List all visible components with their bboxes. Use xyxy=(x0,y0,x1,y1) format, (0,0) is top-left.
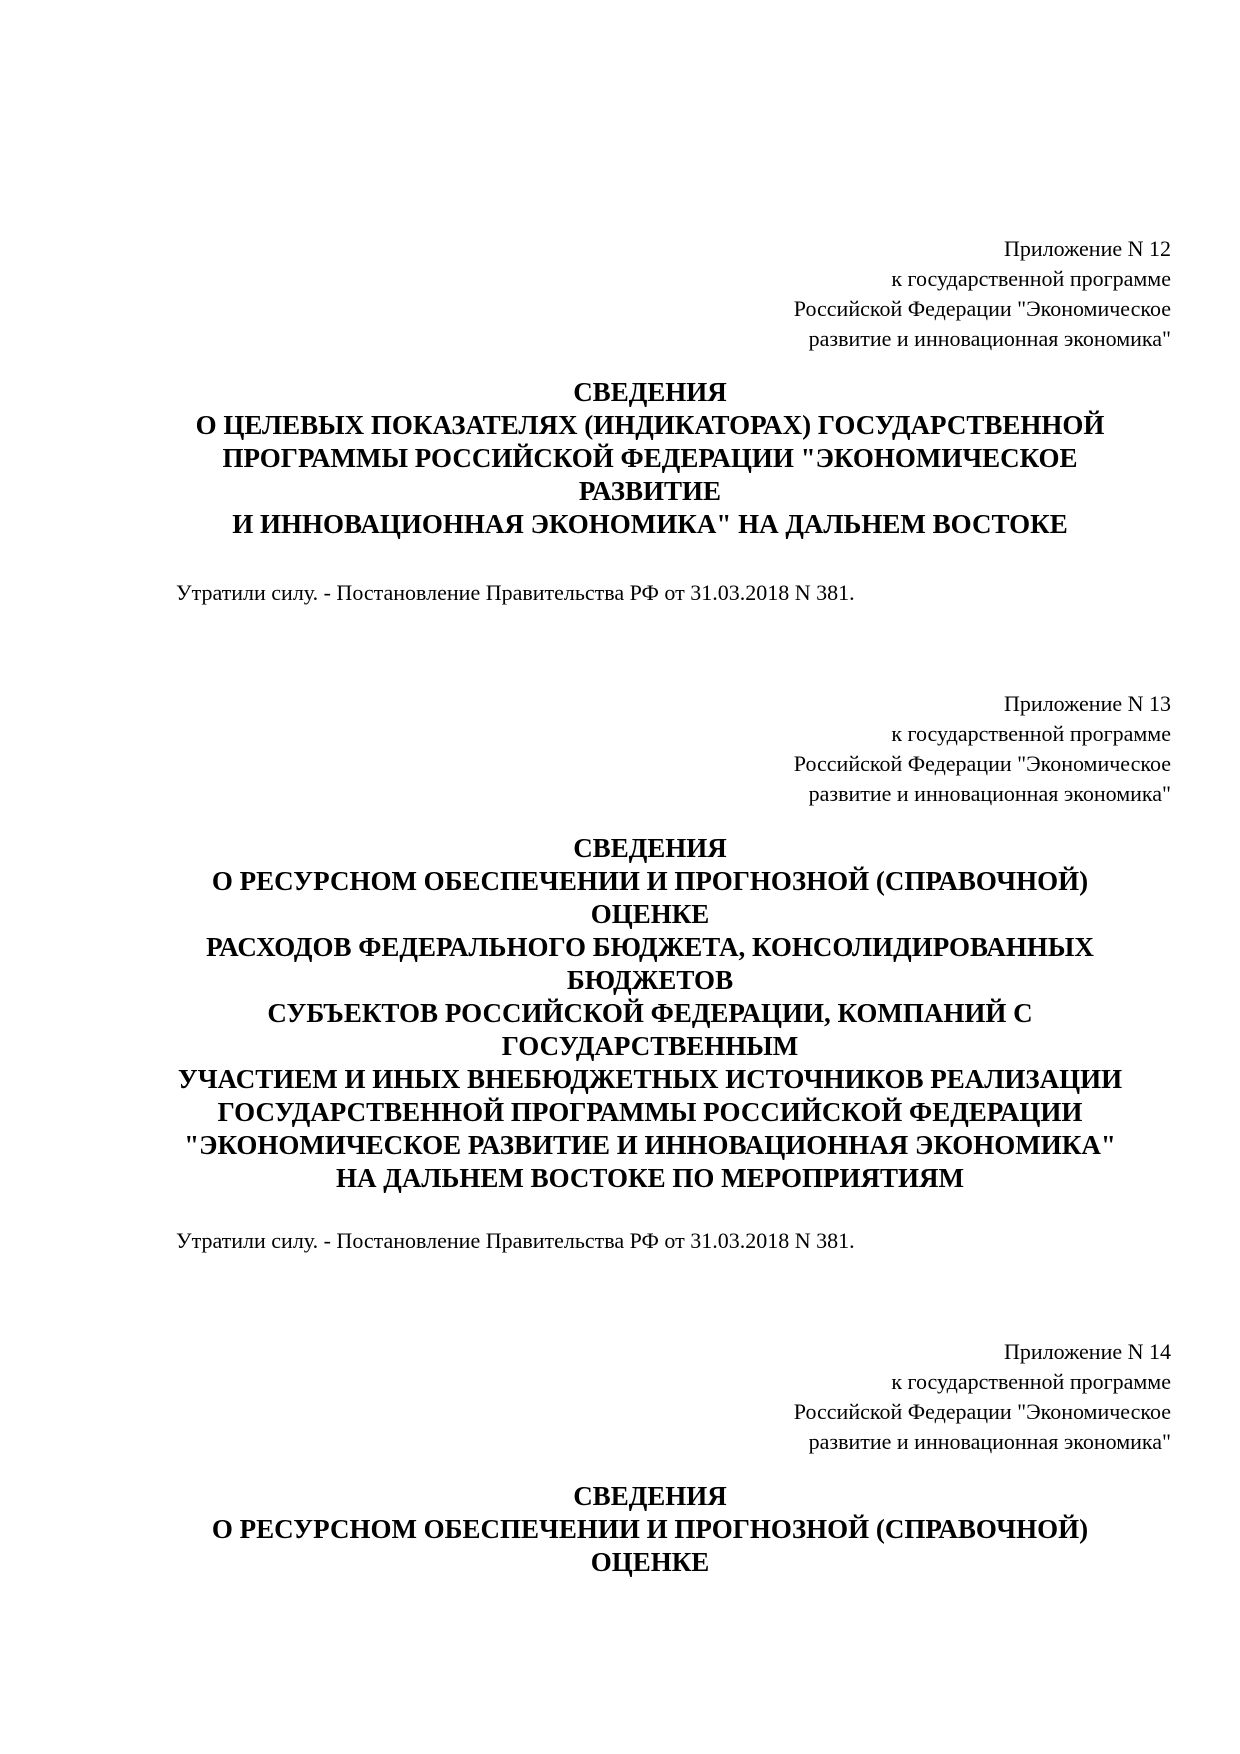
appendix-13-line-2: к государственной программе xyxy=(891,721,1171,746)
heading-13 xyxy=(120,832,1180,1195)
heading-13-line: ГОСУДАРСТВЕННОЙ ПРОГРАММЫ РОССИЙСКОЙ ФЕДЕРАЦИИ xyxy=(217,1097,1083,1127)
appendix-13-line-4: развитие и инновационная экономика" xyxy=(808,781,1171,806)
appendix-14-line-2: к государственной программе xyxy=(891,1369,1171,1394)
heading-13-line: УЧАСТИЕМ И ИНЫХ ВНЕБЮДЖЕТНЫХ ИСТОЧНИКОВ РЕАЛИЗАЦИИ xyxy=(177,1064,1123,1094)
repealed-note-12: Утратили силу. - Постановление Правительства РФ от 31.03.2018 N 381. xyxy=(176,580,855,605)
appendix-12-line-2: к государственной программе xyxy=(891,266,1171,291)
heading-13-line: СВЕДЕНИЯ xyxy=(573,833,727,863)
heading-12 xyxy=(120,376,1180,541)
repealed-note-13: Утратили силу. - Постановление Правительства РФ от 31.03.2018 N 381. xyxy=(176,1228,855,1253)
heading-14-line: ОЦЕНКЕ xyxy=(590,1547,710,1577)
appendix-13-number: Приложение N 13 xyxy=(1004,691,1171,716)
appendix-14-header xyxy=(571,1337,1171,1457)
appendix-14-line-4: развитие и инновационная экономика" xyxy=(808,1429,1171,1454)
appendix-13-header xyxy=(571,689,1171,809)
heading-12-line: РАЗВИТИЕ xyxy=(578,476,722,506)
appendix-12-number: Приложение N 12 xyxy=(1004,236,1171,261)
heading-13-line: СУБЪЕКТОВ РОССИЙСКОЙ ФЕДЕРАЦИИ, КОМПАНИЙ С xyxy=(267,998,1033,1028)
heading-12-line: О ЦЕЛЕВЫХ ПОКАЗАТЕЛЯХ (ИНДИКАТОРАХ) ГОСУДАРСТВЕННОЙ xyxy=(195,410,1105,440)
heading-13-line: ГОСУДАРСТВЕННЫМ xyxy=(501,1031,799,1061)
appendix-12-line-4: развитие и инновационная экономика" xyxy=(808,326,1171,351)
heading-13-line: РАСХОДОВ ФЕДЕРАЛЬНОГО БЮДЖЕТА, КОНСОЛИДИРОВАННЫХ xyxy=(206,932,1094,962)
heading-13-line: НА ДАЛЬНЕМ ВОСТОКЕ ПО МЕРОПРИЯТИЯМ xyxy=(336,1163,964,1193)
appendix-14-number: Приложение N 14 xyxy=(1004,1339,1171,1364)
heading-13-line: О РЕСУРСНОМ ОБЕСПЕЧЕНИИ И ПРОГНОЗНОЙ (СПРАВОЧНОЙ) xyxy=(211,866,1089,896)
appendix-12-line-3: Российской Федерации "Экономическое xyxy=(793,296,1171,321)
heading-13-line: ОЦЕНКЕ xyxy=(590,899,710,929)
heading-12-line: ПРОГРАММЫ РОССИЙСКОЙ ФЕДЕРАЦИИ "ЭКОНОМИЧЕСКОЕ xyxy=(222,443,1078,473)
heading-13-line: БЮДЖЕТОВ xyxy=(566,965,734,995)
heading-13-line: "ЭКОНОМИЧЕСКОЕ РАЗВИТИЕ И ИННОВАЦИОННАЯ ЭКОНОМИКА" xyxy=(184,1130,1116,1160)
appendix-13-line-3: Российской Федерации "Экономическое xyxy=(793,751,1171,776)
heading-14-line: О РЕСУРСНОМ ОБЕСПЕЧЕНИИ И ПРОГНОЗНОЙ (СПРАВОЧНОЙ) xyxy=(211,1514,1089,1544)
appendix-12-header xyxy=(571,234,1171,354)
heading-12-line: И ИННОВАЦИОННАЯ ЭКОНОМИКА" НА ДАЛЬНЕМ ВОСТОКЕ xyxy=(232,509,1068,539)
appendix-14-line-3: Российской Федерации "Экономическое xyxy=(793,1399,1171,1424)
heading-12-line: СВЕДЕНИЯ xyxy=(573,377,727,407)
heading-14 xyxy=(120,1480,1180,1579)
heading-14-line: СВЕДЕНИЯ xyxy=(573,1481,727,1511)
